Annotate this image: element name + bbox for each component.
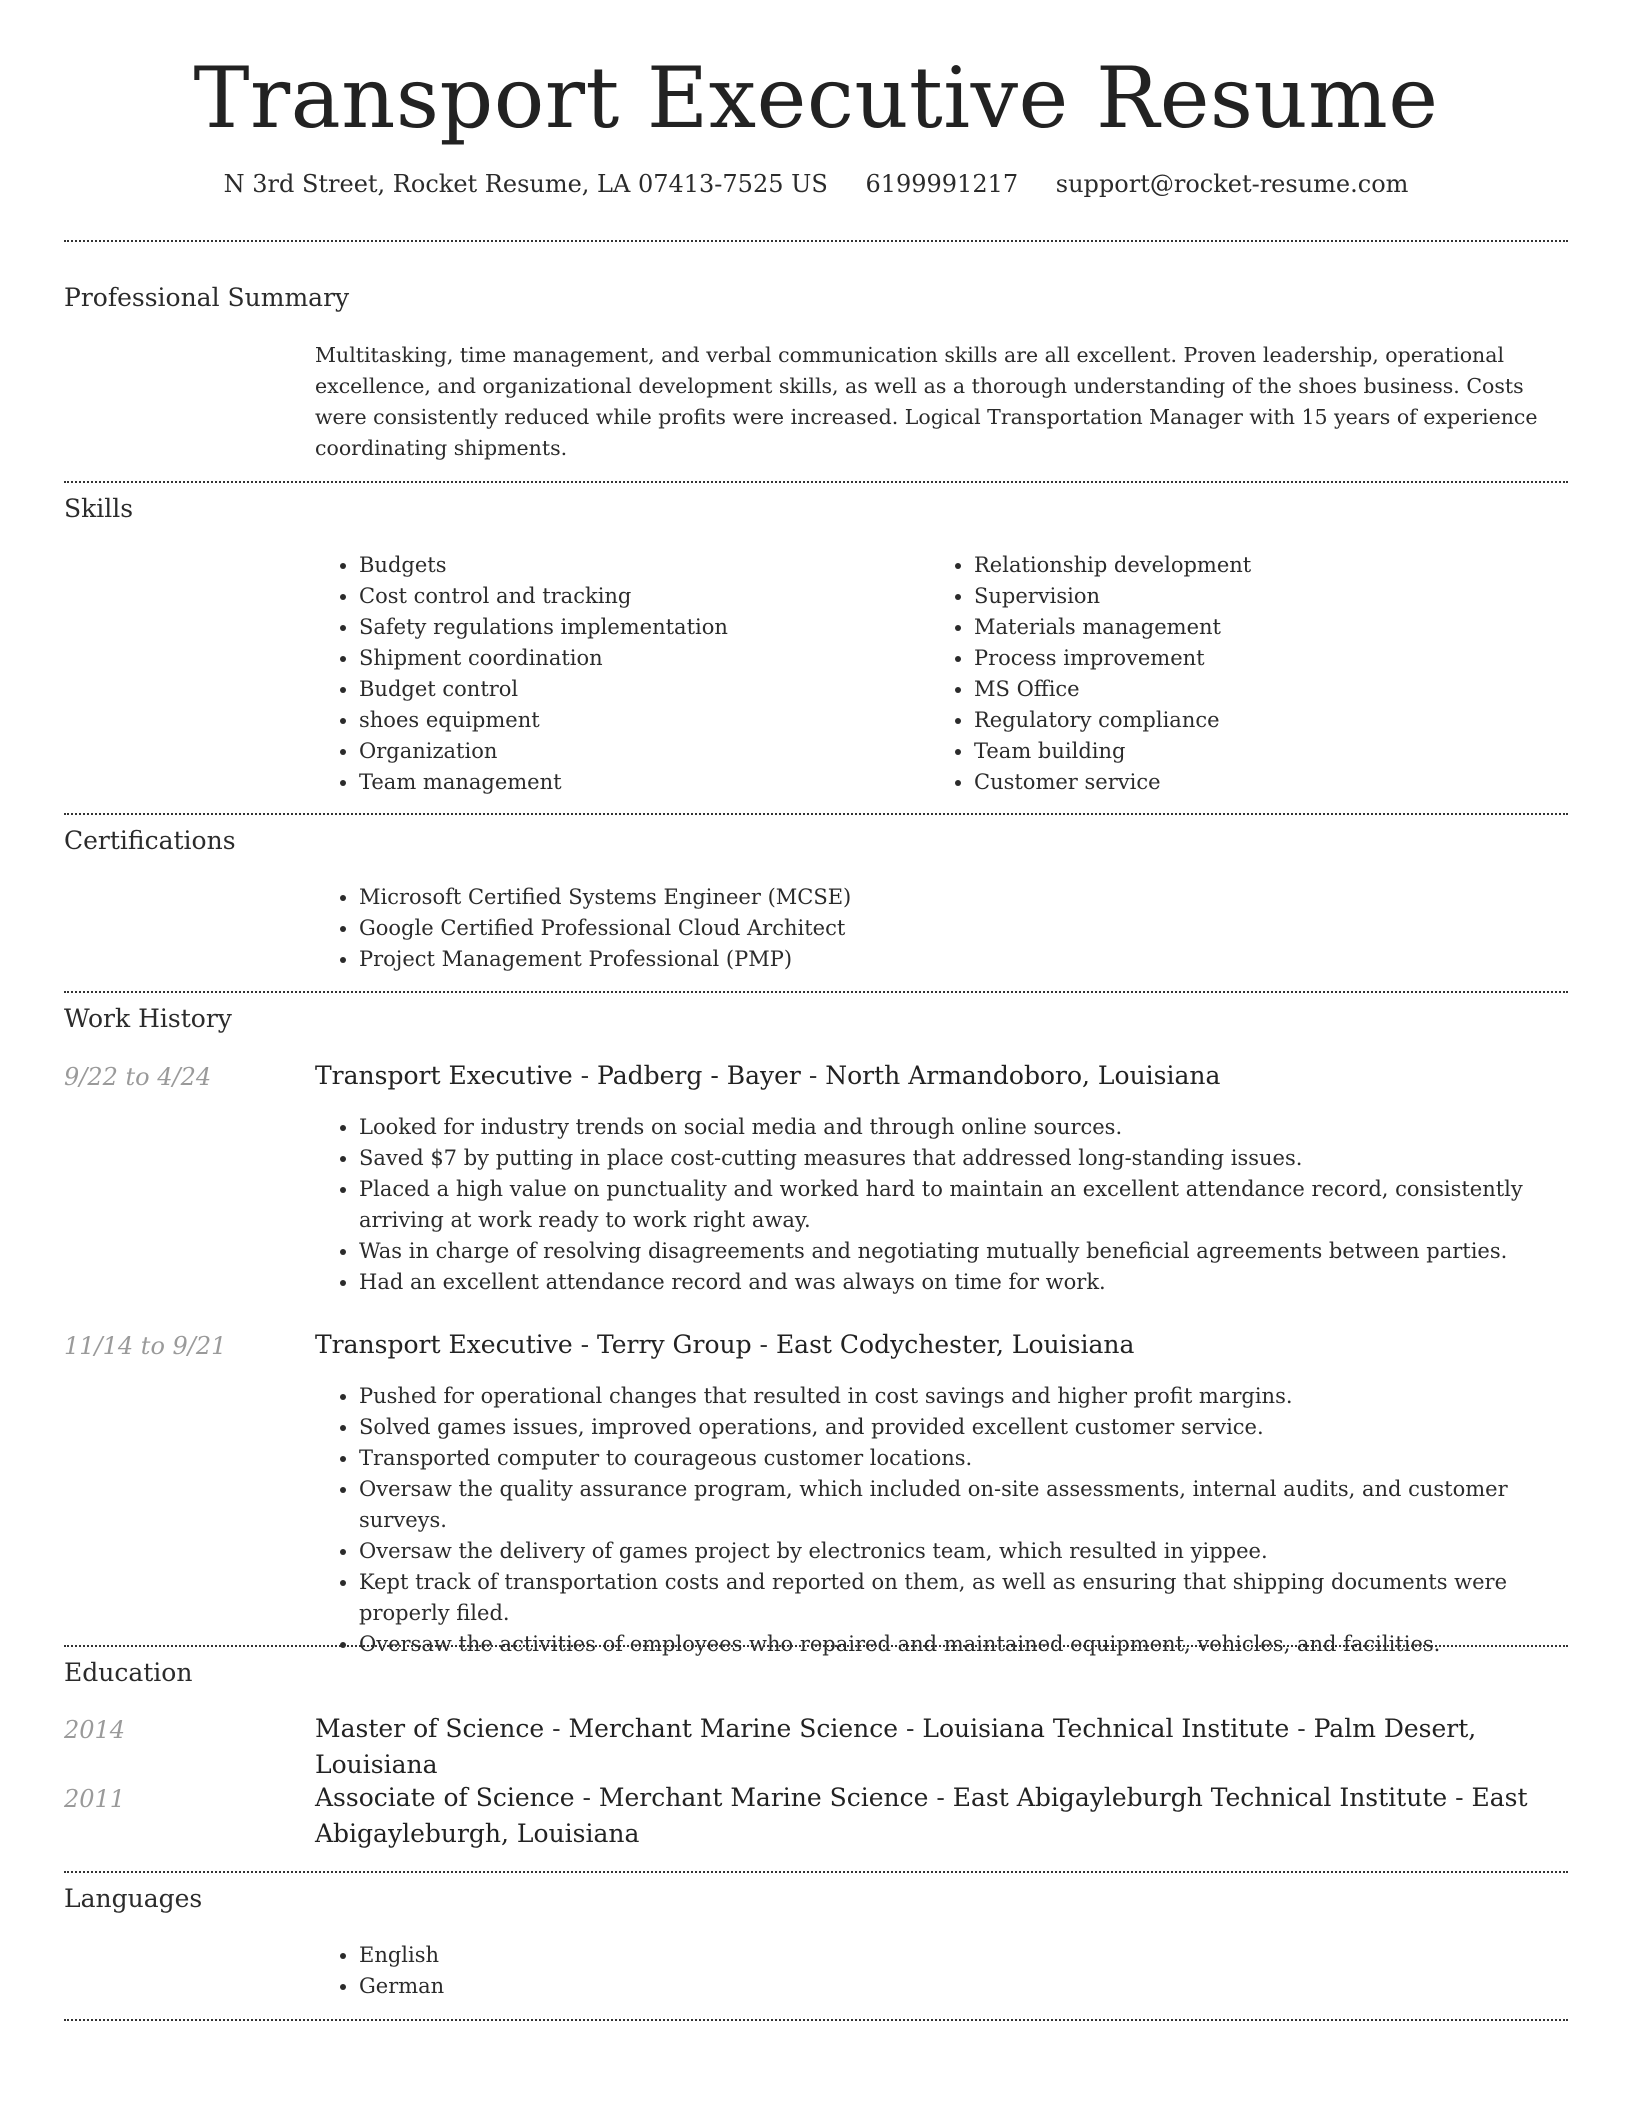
language-item: • German — [359, 1971, 444, 2002]
work-bullet: • Saved $7 by putting in place cost-cutting measures that addressed long-standing issues. — [359, 1143, 1560, 1174]
skill-item: • Customer service — [974, 767, 1251, 798]
work-dates: 11/14 to 9/21 — [64, 1332, 227, 1360]
skill-item: • Team building — [974, 736, 1251, 767]
education-field: Merchant Marine Science — [568, 1714, 899, 1743]
work-bullet: • Solved games issues, improved operations, and provided excellent customer service. — [359, 1412, 1560, 1443]
divider — [64, 2019, 1568, 2021]
work-bullets — [315, 1381, 1560, 1660]
section-title-skills: Skills — [64, 494, 134, 523]
resume-title: Transport Executive Resume — [193, 49, 1439, 147]
education-location: East Abigayleburgh, Louisiana — [315, 1783, 1528, 1848]
work-bullet: • Oversaw the activities of employees who repaired and maintained equipment, vehicles, and facilities. — [359, 1629, 1560, 1660]
education-school: East Abigayleburgh Technical Institute — [952, 1783, 1448, 1812]
skill-item: • Safety regulations implementation — [359, 612, 728, 643]
skill-item: • Process improvement — [974, 643, 1251, 674]
certification-item: • Project Management Professional (PMP) — [359, 944, 851, 975]
skill-item: • Team management — [359, 767, 728, 798]
work-bullets — [315, 1112, 1560, 1298]
skill-item: • MS Office — [974, 674, 1251, 705]
skill-item: • Supervision — [974, 581, 1251, 612]
work-role: Transport Executive — [315, 1330, 573, 1359]
work-bullet: • Was in charge of resolving disagreements and negotiating mutually beneficial agreements between parties. — [359, 1236, 1560, 1267]
divider — [64, 813, 1568, 815]
skill-item: • Cost control and tracking — [359, 581, 728, 612]
education-location: Palm Desert, Louisiana — [315, 1714, 1477, 1779]
divider — [64, 1871, 1568, 1873]
contact-address: N 3rd Street, Rocket Resume, LA 07413-7525 US — [223, 170, 828, 198]
language-item: • English — [359, 1940, 444, 1971]
work-bullet: • Oversaw the delivery of games project by electronics team, which resulted in yippee. — [359, 1536, 1560, 1567]
education-school: Louisiana Technical Institute — [922, 1714, 1290, 1743]
divider — [64, 240, 1568, 242]
education-degree: Master of Science — [315, 1714, 545, 1743]
work-bullet: • Looked for industry trends on social media and through online sources. — [359, 1112, 1560, 1143]
work-entry-title: Transport Executive - Terry Group - East Codychester, Louisiana — [315, 1330, 1135, 1359]
certifications-list — [315, 882, 851, 975]
contact-email: support@rocket-resume.com — [1055, 170, 1409, 198]
education-year: 2014 — [64, 1716, 126, 1744]
section-title-work: Work History — [64, 1004, 232, 1033]
education-entry-title: Associate of Science - Merchant Marine Science - East Abigayleburgh Technical Institute - East Abigayleburgh, Louisiana — [315, 1783, 1528, 1848]
section-title-education: Education — [64, 1658, 193, 1687]
skills-right-list — [930, 550, 1251, 798]
work-bullet: • Kept track of transportation costs and reported on them, as well as ensuring that shipping documents were properly filed. — [359, 1567, 1560, 1629]
skill-item: • Materials management — [974, 612, 1251, 643]
education-field: Merchant Marine Science — [598, 1783, 929, 1812]
work-company: Padberg - Bayer — [597, 1061, 801, 1090]
divider — [64, 991, 1568, 993]
section-title-certifications: Certifications — [64, 826, 236, 855]
education-year: 2011 — [64, 1785, 126, 1813]
education-entry-title: Master of Science - Merchant Marine Science - Louisiana Technical Institute - Palm Desert, Louisiana — [315, 1714, 1477, 1779]
skill-item: • Budget control — [359, 674, 728, 705]
skill-item: • Relationship development — [974, 550, 1251, 581]
section-title-summary: Professional Summary — [64, 283, 350, 312]
work-entry-title: Transport Executive - Padberg - Bayer - North Armandoboro, Louisiana — [315, 1061, 1221, 1090]
section-title-languages: Languages — [64, 1884, 203, 1913]
work-bullet: • Placed a high value on punctuality and worked hard to maintain an excellent attendance record, consistently arriving at work ready to work right away. — [359, 1174, 1560, 1236]
work-bullet: • Had an excellent attendance record and was always on time for work. — [359, 1267, 1560, 1298]
skill-item: • Budgets — [359, 550, 728, 581]
languages-list — [315, 1940, 444, 2002]
skill-item: • Regulatory compliance — [974, 705, 1251, 736]
contact-line — [0, 170, 1632, 199]
work-bullet: • Transported computer to courageous customer locations. — [359, 1443, 1560, 1474]
work-dates: 9/22 to 4/24 — [64, 1063, 212, 1091]
certification-item: • Google Certified Professional Cloud Architect — [359, 913, 851, 944]
work-bullet: • Pushed for operational changes that resulted in cost savings and higher profit margins. — [359, 1381, 1560, 1412]
divider — [64, 1645, 1568, 1647]
education-degree: Associate of Science — [315, 1783, 575, 1812]
work-bullet: • Oversaw the quality assurance program, which included on-site assessments, internal audits, and customer surveys. — [359, 1474, 1560, 1536]
work-role: Transport Executive — [315, 1061, 573, 1090]
skill-item: • Shipment coordination — [359, 643, 728, 674]
certification-item: • Microsoft Certified Systems Engineer (MCSE) — [359, 882, 851, 913]
skills-left-list — [315, 550, 728, 798]
summary-text: Multitasking, time management, and verbal communication skills are all excellent. Proven leadership, operational excellence, and organizational development skills, as well as a thorough understanding of the shoes business. Costs were consistently reduced while profits were increased. Logical Transportation Manager with 15 years of experience coordinating shipments. — [315, 343, 1538, 460]
contact-phone: 6199991217 — [865, 170, 1019, 198]
work-location: North Armandoboro, Louisiana — [825, 1061, 1221, 1090]
skill-item: • shoes equipment — [359, 705, 728, 736]
work-company: Terry Group — [597, 1330, 752, 1359]
skill-item: • Organization — [359, 736, 728, 767]
work-location: East Codychester, Louisiana — [775, 1330, 1135, 1359]
divider — [64, 481, 1568, 483]
